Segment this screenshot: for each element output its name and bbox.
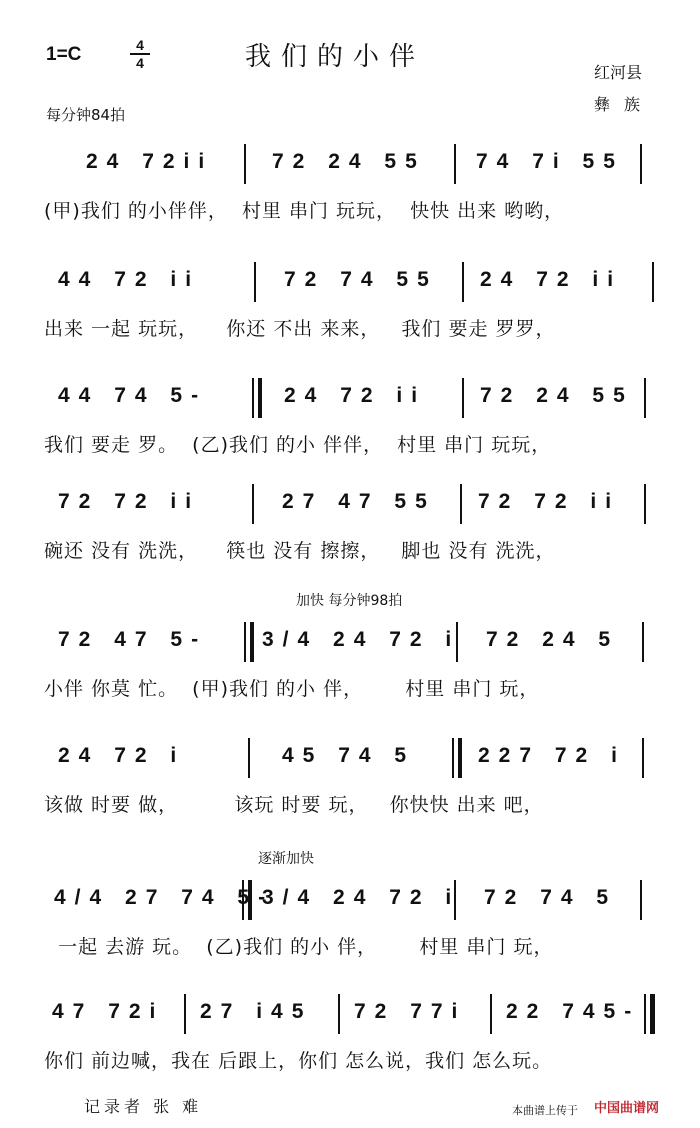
site-logo[interactable]: 中国曲谱网 xyxy=(594,1101,660,1116)
time-top: 4 xyxy=(136,37,144,53)
accelerando-marking: 逐渐加快 xyxy=(258,851,314,867)
barline xyxy=(252,484,254,524)
barline xyxy=(462,262,464,302)
song-title: 我们的小伴 xyxy=(245,42,426,72)
barline xyxy=(640,880,642,920)
barline xyxy=(642,622,644,662)
barline xyxy=(644,378,646,418)
lyrics-line: 碗还 没有 洗洗， 筷也 没有 擦擦， 脚也 没有 洗洗， xyxy=(44,540,556,562)
tempo-marking: 每分钟84拍 xyxy=(46,106,126,124)
double-barline xyxy=(252,378,262,418)
measure: 72 74 55 xyxy=(284,268,438,291)
measure: 27 i45 xyxy=(200,1000,313,1023)
notes-line xyxy=(44,744,660,784)
measure: 44 74 5- xyxy=(58,384,208,407)
lyrics-line: 该做 时要 做， 该玩 时要 玩， 你快快 出来 吧， xyxy=(44,794,544,816)
lyrics-line: 你们 前边喊，我在 后跟上，你们 怎么说，我们 怎么玩。 xyxy=(44,1050,553,1072)
lyrics-line: 小伴 你莫 忙。 (甲)我们 的小 伴， 村里 串门 玩， xyxy=(44,678,540,700)
measure: 72 24 5 xyxy=(486,628,620,651)
measure: 24 72 i xyxy=(58,744,186,767)
measure: 227 72 i xyxy=(478,744,626,767)
barline xyxy=(490,994,492,1034)
double-barline xyxy=(242,880,252,920)
tempo-change-marking: 加快 每分钟98拍 xyxy=(296,593,403,609)
double-barline xyxy=(452,738,462,778)
time-bottom: 4 xyxy=(136,55,144,71)
notes-line xyxy=(44,1000,660,1040)
barline xyxy=(642,738,644,778)
measure: 72 77i xyxy=(354,1000,467,1023)
upload-note: 本曲谱上传于 xyxy=(512,1104,578,1117)
lyrics-line: (甲)我们 的小伴伴， 村里 串门 玩玩， 快快 出来 哟哟， xyxy=(44,200,565,222)
time-signature xyxy=(130,38,150,70)
barline xyxy=(644,484,646,524)
measure: 72 24 55 xyxy=(272,150,426,173)
barline xyxy=(244,144,246,184)
measure: 24 72 ii xyxy=(480,268,623,291)
measure: 72 24 55 xyxy=(480,384,634,407)
measure: 74 7i 55 xyxy=(476,150,624,173)
barline xyxy=(456,622,458,662)
final-barline xyxy=(644,994,655,1034)
ethnic-group-label: 彝族 xyxy=(594,95,655,114)
lyrics-line: 一起 去游 玩。 (乙)我们 的小 伴， 村里 串门 玩， xyxy=(44,936,554,958)
measure: 4/4 27 74 5- xyxy=(54,886,275,909)
measure: 24 72 ii xyxy=(284,384,427,407)
notes-line xyxy=(44,384,660,424)
measure: 24 72ii xyxy=(86,150,214,173)
barline xyxy=(338,994,340,1034)
measure: 3/4 24 72 i xyxy=(262,628,461,651)
lyrics-line: 出来 一起 玩玩， 你还 不出 来来， 我们 要走 罗罗， xyxy=(44,318,556,340)
notes-line xyxy=(44,268,660,308)
measure: 44 72 ii xyxy=(58,268,201,291)
recorder-credit: 记录者 张 难 xyxy=(84,1097,203,1116)
measure: 45 74 5 xyxy=(282,744,416,767)
lyrics-line: 我们 要走 罗。 (乙)我们 的小 伴伴， 村里 串门 玩玩， xyxy=(44,434,552,456)
notes-line xyxy=(44,628,660,668)
barline xyxy=(254,262,256,302)
barline xyxy=(460,484,462,524)
measure: 3/4 24 72 i xyxy=(262,886,461,909)
barline xyxy=(454,880,456,920)
key-signature: 1=C xyxy=(46,44,82,65)
measure: 72 74 5 xyxy=(484,886,618,909)
notes-line xyxy=(44,886,660,926)
measure: 72 47 5- xyxy=(58,628,208,651)
measure: 72 72 ii xyxy=(478,490,621,513)
measure: 22 745- xyxy=(506,1000,641,1023)
measure: 27 47 55 xyxy=(282,490,436,513)
barline xyxy=(462,378,464,418)
measure: 47 72i xyxy=(52,1000,165,1023)
barline xyxy=(248,738,250,778)
region-label: 红河县 xyxy=(594,63,643,82)
barline xyxy=(184,994,186,1034)
measure: 72 72 ii xyxy=(58,490,201,513)
notes-line xyxy=(44,490,660,530)
barline xyxy=(454,144,456,184)
barline xyxy=(652,262,654,302)
notes-line xyxy=(44,150,660,190)
double-barline xyxy=(244,622,254,662)
barline xyxy=(640,144,642,184)
